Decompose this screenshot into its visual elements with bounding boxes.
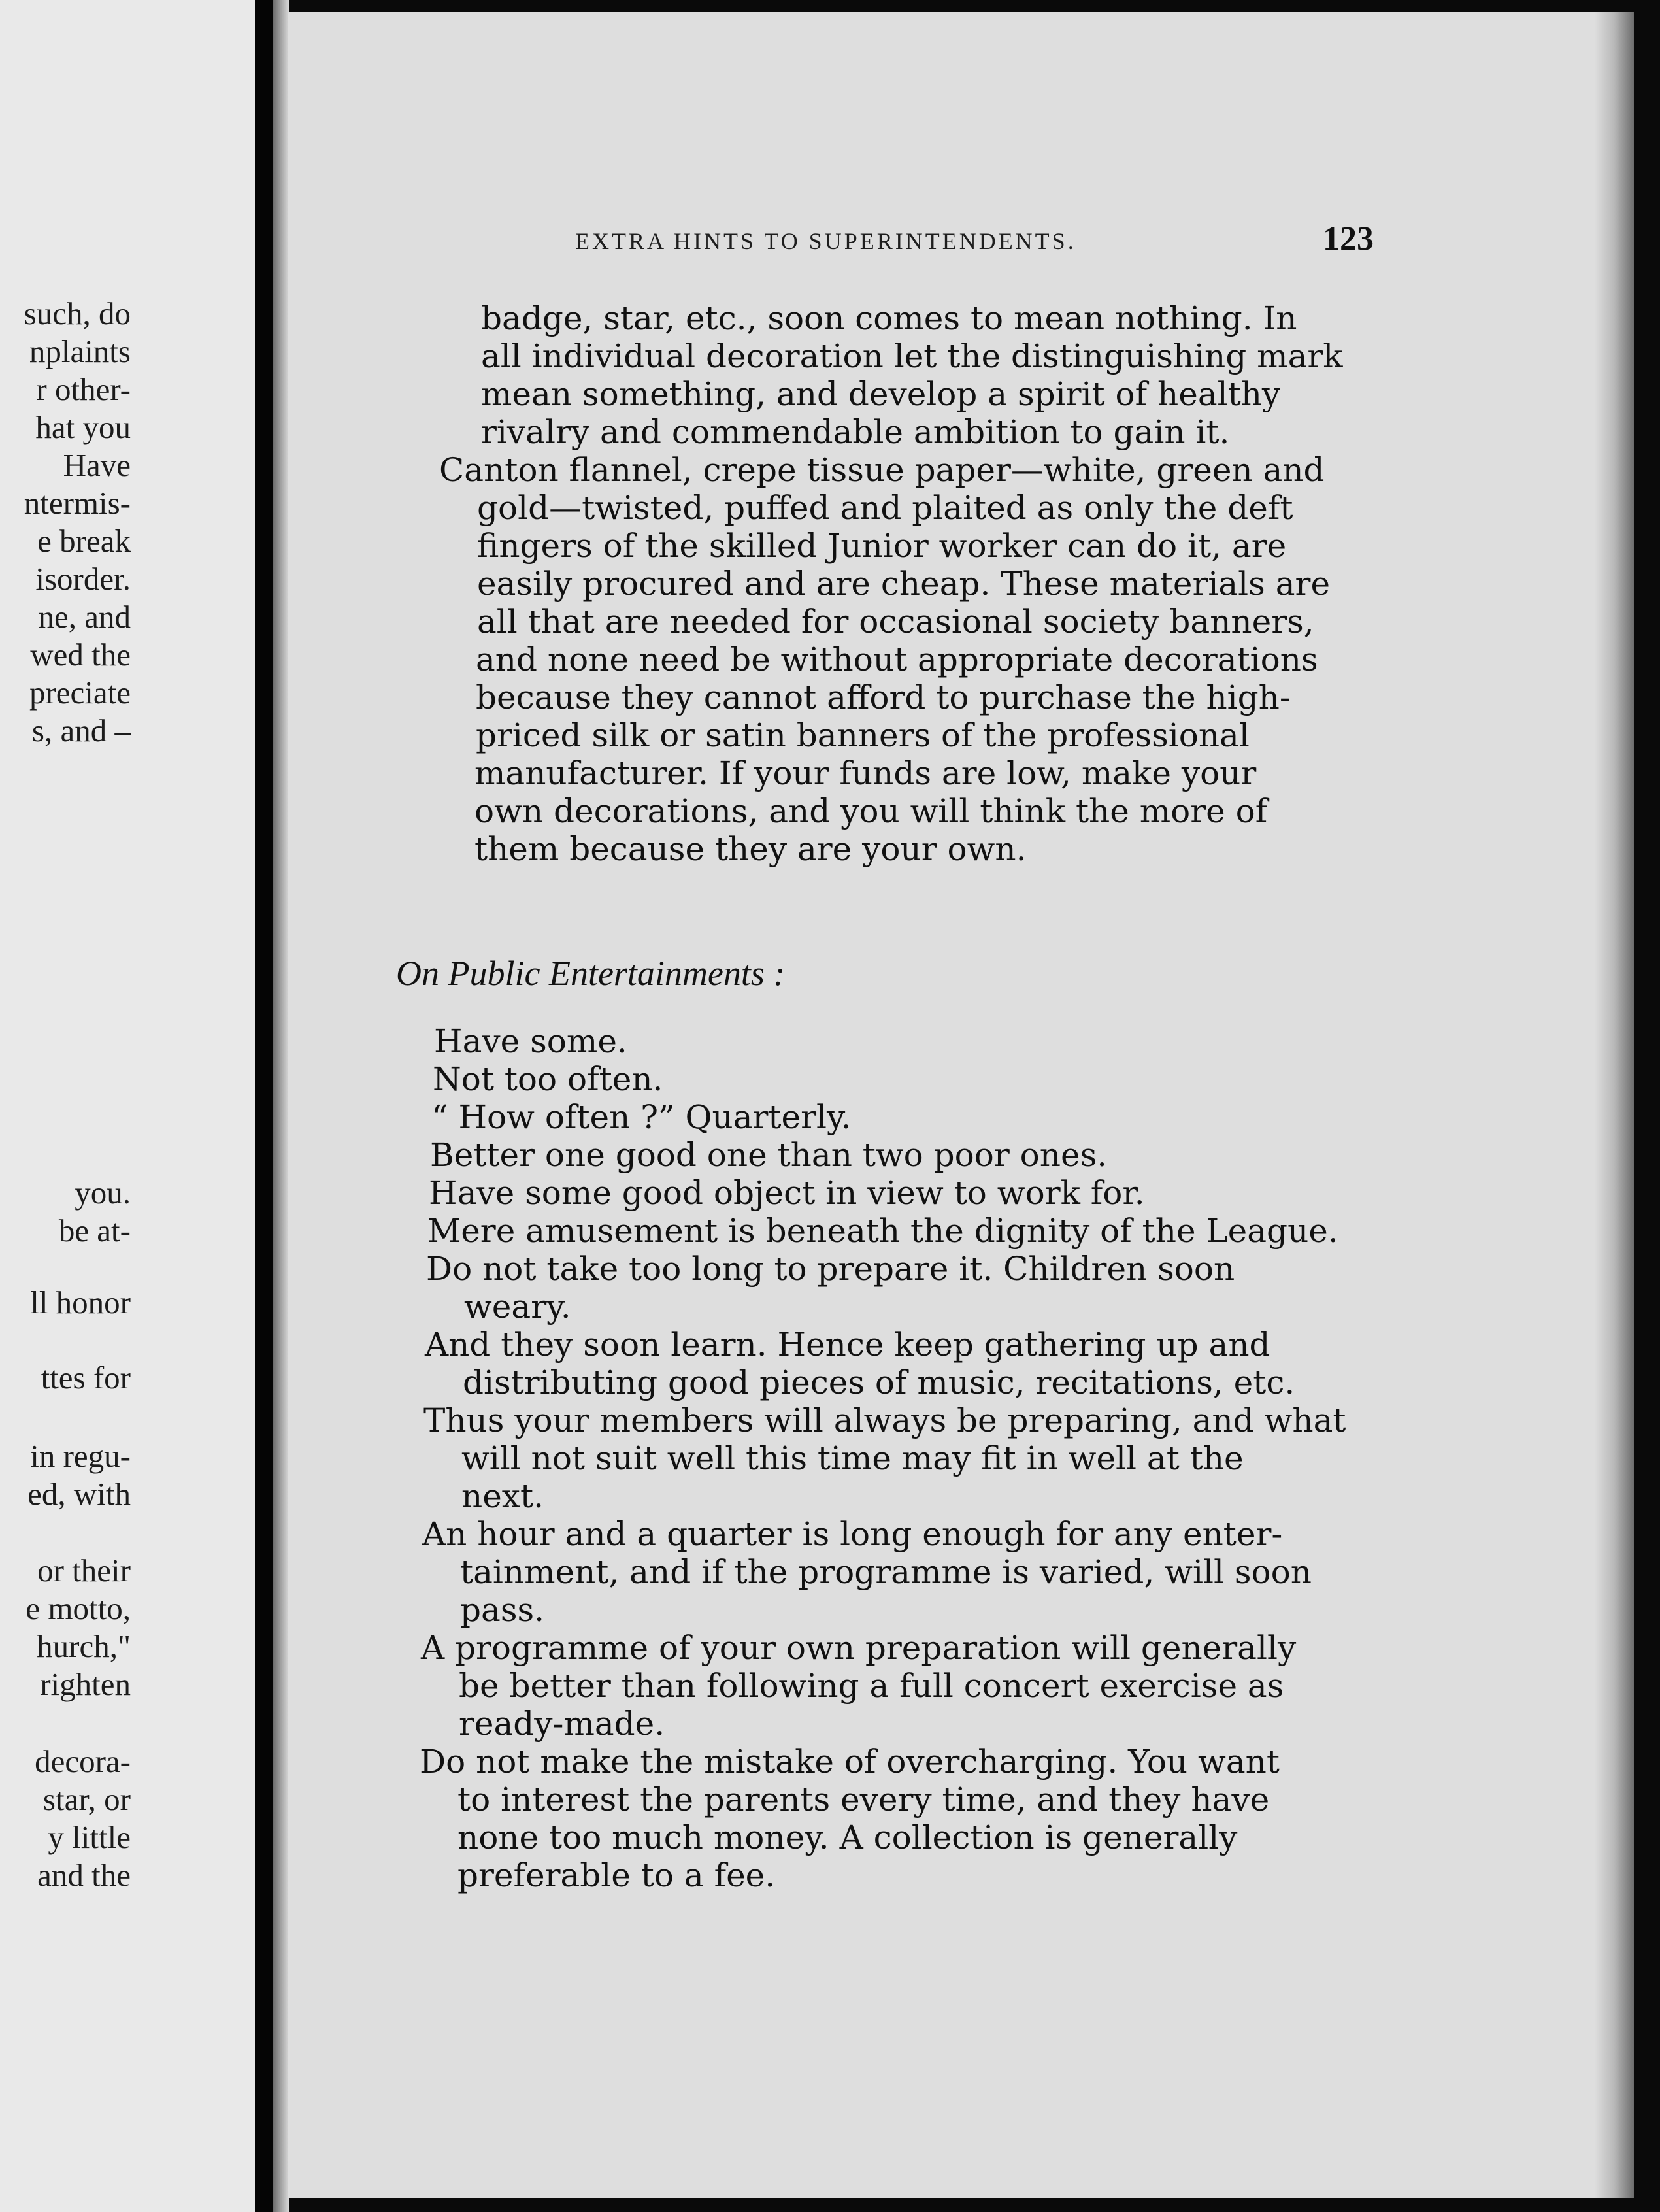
facing-page-line: such, do [24,295,131,331]
list-line: next. [461,1477,544,1515]
facing-page-line: y little [48,1819,131,1855]
list-line: Do not make the mistake of overcharging. You want [420,1743,1280,1781]
list-line: Not too often. [433,1060,663,1098]
paragraph-line: because they cannot afford to purchase the high- [476,679,1291,716]
facing-page-line: star, or [42,1781,131,1817]
facing-page-line: ttes for [41,1360,131,1396]
facing-page-line: in regu- [30,1438,131,1474]
section-title: On Public Entertainments : [396,954,786,993]
facing-page-line: hat you [35,409,131,445]
gutter-shadow [273,0,289,2212]
list-line: A programme of your own preparation will generally [421,1629,1297,1667]
facing-page-line: nplaints [29,333,131,369]
facing-page-line: ll honor [30,1284,131,1320]
paragraph-line: them because they are your own. [474,830,1027,868]
paragraph-line: and none need be without appropriate decorations [476,641,1318,679]
page-number: 123 [1323,220,1374,258]
facing-page-line: preciate [29,675,131,711]
list-line: An hour and a quarter is long enough for any enter- [422,1515,1283,1553]
facing-page-line: e break [37,523,131,559]
facing-page-line: e motto, [25,1590,131,1626]
facing-page-line: ntermis- [24,485,131,521]
facing-page-line: hurch," [37,1628,131,1664]
paragraph-line: gold—twisted, puffed and plaited as only the deft [477,489,1293,527]
facing-page-line: righten [40,1666,131,1702]
list-line: And they soon learn. Hence keep gathering up and [425,1326,1270,1364]
running-head: EXTRA HINTS TO SUPERINTENDENTS. [575,228,1076,254]
list-line: will not suit well this time may fit in well at the [461,1439,1244,1477]
list-line: none too much money. A collection is generally [457,1818,1238,1856]
list-line: Do not take too long to prepare it. Children soon [426,1250,1235,1288]
paragraph-line: rivalry and commendable ambition to gain it. [481,413,1230,451]
paragraph-line: fingers of the skilled Junior worker can do it, are [477,527,1287,565]
facing-page-line: be at- [58,1213,131,1248]
facing-page-line: decora- [35,1743,131,1779]
paragraph-line: easily procured and are cheap. These materials are [477,565,1331,603]
list-line: weary. [464,1288,571,1326]
facing-page-line: you. [75,1175,131,1211]
list-line: Thus your members will always be preparing, and what [423,1401,1346,1439]
paragraph-line: own decorations, and you will think the more of [474,792,1268,830]
facing-page-line: ed, with [27,1476,131,1512]
list-line: to interest the parents every time, and they have [457,1781,1270,1818]
paragraph-line: all individual decoration let the distinguishing mark [481,337,1343,375]
paragraph-line: badge, star, etc., soon comes to mean nothing. In [481,299,1297,337]
paragraph-line: all that are needed for occasional society banners, [477,603,1314,641]
list-line: Better one good one than two poor ones. [430,1136,1108,1174]
list-line: distributing good pieces of music, recitations, etc. [463,1364,1295,1401]
paragraph-line: Canton flannel, crepe tissue paper—white, green and [439,451,1325,489]
list-line: Have some. [434,1022,627,1060]
paragraph-line: mean something, and develop a spirit of healthy [481,375,1281,413]
paragraph-line: priced silk or satin banners of the professional [476,716,1250,754]
list-line: tainment, and if the programme is varied, will soon [460,1553,1312,1591]
list-line: Mere amusement is beneath the dignity of the League. [427,1212,1338,1250]
list-line: preferable to a fee. [457,1856,776,1894]
list-line: Have some good object in view to work for. [429,1174,1145,1212]
list-line: be better than following a full concert exercise as [459,1667,1284,1705]
list-line: pass. [460,1591,545,1629]
facing-page-line: ne, and [38,599,131,635]
list-line: “ How often ?” Quarterly. [431,1098,852,1136]
facing-page-line: r other- [36,371,131,407]
facing-page-line: and the [37,1857,131,1893]
facing-page-fragment [0,0,255,2212]
paragraph-line: manufacturer. If your funds are low, make your [474,754,1257,792]
book-gutter [255,0,273,2212]
facing-page-line: isorder. [35,561,131,597]
list-line: ready-made. [459,1705,665,1743]
facing-page-line: Have [63,447,131,483]
page-edge-shadow [1595,12,1634,2198]
facing-page-line: s, and – [31,712,131,748]
facing-page-line: or their [37,1552,131,1588]
facing-page-line: wed the [30,637,131,673]
